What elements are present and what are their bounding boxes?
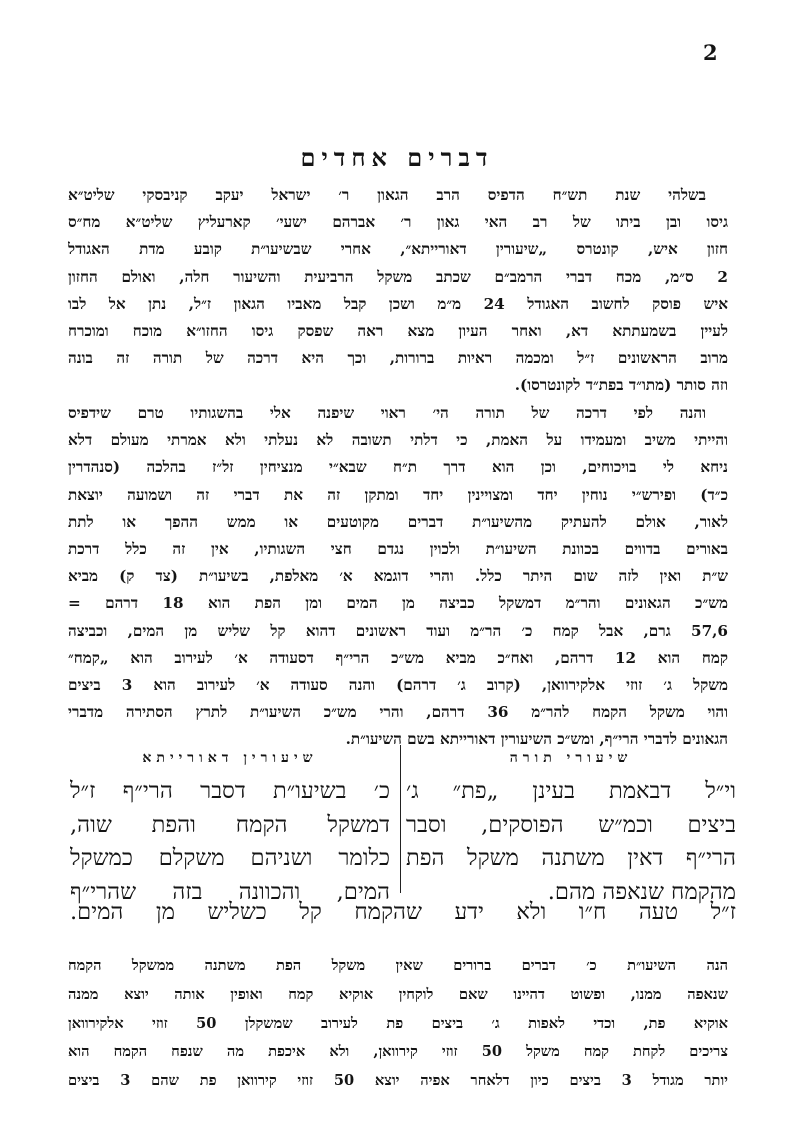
- spanning-line: ז״ל טעה ח״ו ולא ידע שהקמח קל כשליש מן המים.: [70, 899, 736, 925]
- text-line: משקל ג׳ זוזי אלקירוואן, (קרוב ג׳ דרהם) והנה סעודה א׳ לעירוב הוא 3 ביצים: [68, 675, 728, 694]
- column-line: וי״ל דבאמת בעינן „פת״ ג׳: [406, 778, 736, 804]
- text-line: מרוב הראשונים ז״ל ומכמה ראיות ברורות, וכך היא דרכה של תורה זה בונה: [68, 349, 728, 368]
- second-paragraph: [68, 400, 728, 753]
- column-heading: שיעורין דאורייתא: [142, 750, 318, 766]
- text-line: ש״ת ואין לזה שום היתר כלל. והרי דוגמא א׳ מאלפת, בשיעו״ת (צד ק) מביא: [68, 567, 728, 586]
- column-body: [70, 775, 390, 909]
- column-heading: שיעורי תורה: [509, 750, 633, 766]
- column-line: מהקמח שנאפה מהם.: [547, 878, 736, 905]
- text-line: בשלהי שנת תש״ח הדפיס הרב הגאון ר׳ ישראל יעקב קניבסקי שליט״א: [68, 186, 706, 204]
- column-line: הרי״ף דאין משתנה משקל הפת: [406, 845, 736, 871]
- text-line: קמח הוא 12 דרהם, ואח״כ מביא מש״כ הרי״ף דסעודה א׳ לעירוב הוא „קמח״: [68, 648, 728, 667]
- column-line: כלומר ושניהם משקלם כמשקל: [70, 845, 390, 871]
- text-line: באורים בדווים בכוונת השיעו״ת ולכוין נגדם חצי השגותיו, אין זה כלל דרכת: [68, 539, 728, 558]
- page-title: דברים אחדים: [300, 143, 494, 172]
- text-line: ניחא לי בויכוחים, וכן הוא דרך ת״ח שבא״י מנציחין זל״ז בהלכה (סנהדרין: [68, 458, 728, 477]
- page-number: 2: [703, 40, 718, 65]
- column-line: כ׳ בשיעו״ת דסבר הרי״ף ז״ל: [70, 778, 390, 804]
- text-line: יותר מגודל 3 ביצים כיון דלאחר אפיה יוצא 50 זוזי קירוואן פת שהם 3 ביצים: [68, 1072, 728, 1090]
- text-line: והנה לפי דרכה של תורה הי׳ ראוי שיפנה אלי בהשגותיו טרם שידפיס: [68, 404, 706, 422]
- text-line: איש פוסק לחשוב האגודל 24 מ״מ ושכן קבל מאביו הגאון ז״ל, נתן אל לבו: [68, 294, 728, 313]
- text-line: והוי משקל הקמח להר״מ 36 דרהם, והרי מש״כ השיעו״ת לתרץ הסתירה מדברי: [68, 703, 728, 722]
- text-line: 2 ס״מ, מכח דברי הרמב״ם שכתב משקל הרביעית והשיעור חלה, ואולם החזון: [68, 267, 728, 286]
- column-line: ביצים וכמ״ש הפוסקים, וסבר: [406, 811, 736, 838]
- bottom-paragraph: [68, 952, 728, 1096]
- column-right: [406, 750, 736, 909]
- text-line: כ״ד) ופירש״י נוחין יחד ומצויינין יחד ומתקן זה את דברי זה ושמועה יוצאת: [68, 485, 728, 504]
- column-left: [70, 750, 390, 909]
- text-line: צריכים לקחת קמח משקל 50 זוזי קירוואן, ולא איכפת מה שנפח הקמח הוא: [68, 1043, 728, 1061]
- text-line: לעיין בשמעתתא דא, ואחר העיון מצא ראה שפסק גיסו החזו״א מוכח ומוכרח: [68, 321, 728, 340]
- text-line: הנה השיעו״ת כ׳ דברים ברורים שאין משקל הפת משתנה ממשקל הקמח: [68, 957, 728, 974]
- text-line: שנאפה ממנו, ופשוט דהיינו שאם לוקחין אוקיא קמח ואופין אותה יוצא ממנה: [68, 985, 728, 1003]
- text-line: גיסו ובן ביתו של רב האי גאון ר׳ אברהם ישעי׳ קארעליץ שליט״א מח״ס: [68, 213, 728, 232]
- text-line: והייתי משיב ומעמידו על האמת, כי דלתי תשובה לא נעלתי ולא אמרתי מעולם דלא: [68, 431, 728, 450]
- column-divider: [400, 745, 401, 893]
- text-line: הגאונים לדברי הרי״ף, ומש״כ השיעורין דאורייתא בשם השיעו״ת.: [345, 730, 728, 749]
- text-line: חזון איש, קונטרס „שיעורין דאורייתא״, אחרי שבשיעו״ת קובע מדת האגודל: [68, 240, 728, 259]
- text-line: 57,6 גרם, אבל קמח כ׳ הר״מ ועוד ראשונים דהוא קל שליש מן המים, וכביצה: [68, 621, 728, 640]
- text-line: לאור, אולם להעתיק מהשיעו״ת דברים מקוטעים או ממש ההפך או לתת: [68, 512, 728, 531]
- text-line: מש״כ הגאונים והר״מ דמשקל כביצה מן המים ומן הפת הוא 18 דרהם =: [68, 594, 728, 613]
- column-body: [406, 775, 736, 909]
- column-line: דמשקל הקמח והפת שוה,: [70, 811, 390, 838]
- text-line: וזה סותר (מתו״ד בפת״ד לקונטרסו).: [514, 376, 728, 395]
- text-line: אוקיא פת, וכדי לאפות ג׳ ביצים פת לעירוב שמשקלן 50 זוזי אלקירוואן: [68, 1014, 728, 1032]
- intro-paragraph: [68, 182, 728, 400]
- column-line: המים, והכוונה בזה שהרי״ף: [70, 878, 390, 905]
